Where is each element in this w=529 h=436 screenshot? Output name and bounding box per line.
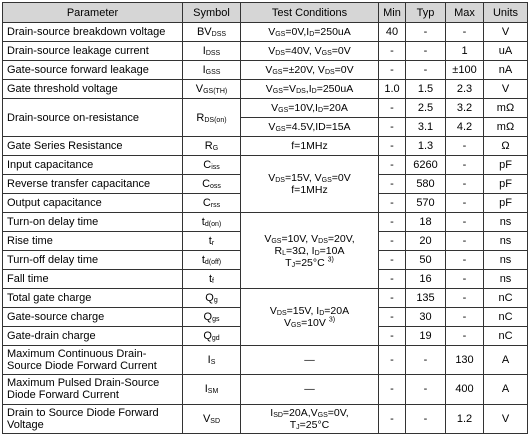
parameter-cell: Input capacitance xyxy=(3,156,183,175)
typ-cell: 19 xyxy=(406,327,446,346)
min-cell: 40 xyxy=(379,23,406,42)
min-cell: - xyxy=(379,137,406,156)
table-row xyxy=(3,99,528,118)
symbol-cell: $BV_{DSS}$ xyxy=(183,23,241,42)
typ-cell: - xyxy=(406,42,446,61)
typ-cell: 20 xyxy=(406,232,446,251)
unit-cell: pF xyxy=(484,194,528,213)
header-max: Max xyxy=(446,3,484,23)
unit-cell: nA xyxy=(484,61,528,80)
parameter-cell: Gate Series Resistance xyxy=(3,137,183,156)
typ-cell: 580 xyxy=(406,175,446,194)
symbol-cell: $Q_{gd}$ xyxy=(183,327,241,346)
max-cell: - xyxy=(446,327,484,346)
min-cell: - xyxy=(379,99,406,118)
condition-cell: $V_{GS}=4.5V,ID=15A$ xyxy=(241,118,379,137)
header-test-conditions: Test Conditions xyxy=(241,3,379,23)
min-cell: - xyxy=(379,327,406,346)
unit-cell: mΩ xyxy=(484,99,528,118)
symbol-cell: $t_r$ xyxy=(183,232,241,251)
max-cell: - xyxy=(446,251,484,270)
symbol-cell: $C_{rss}$ xyxy=(183,194,241,213)
table-row xyxy=(3,156,528,175)
parameter-cell: Rise time xyxy=(3,232,183,251)
unit-cell: ns xyxy=(484,251,528,270)
header-typ: Typ xyxy=(406,3,446,23)
condition-cell: $V_{GS}=\pm 20V$, $V_{DS}=0V$ xyxy=(241,61,379,80)
symbol-cell: $V_{GS(TH)}$ xyxy=(183,80,241,99)
condition-cell: — xyxy=(241,375,379,404)
parameter-cell: Maximum Pulsed Drain-Source Diode Forward Current xyxy=(3,375,183,404)
min-cell: - xyxy=(379,346,406,375)
symbol-cell: $Q_g$ xyxy=(183,289,241,308)
max-cell: - xyxy=(446,308,484,327)
typ-cell: 30 xyxy=(406,308,446,327)
condition-cell: f=1MHz xyxy=(241,137,379,156)
parameter-cell: Turn-on delay time xyxy=(3,213,183,232)
unit-cell: ns xyxy=(484,232,528,251)
min-cell: - xyxy=(379,375,406,404)
unit-cell: pF xyxy=(484,156,528,175)
max-cell: 4.2 xyxy=(446,118,484,137)
min-cell: - xyxy=(379,404,406,433)
condition-cell-diode-vsd: $I_{SD}=20A,V_{GS}=0V$, $T_J=25^\circ C$ xyxy=(241,404,379,433)
parameter-cell: Gate-source forward leakage xyxy=(3,61,183,80)
header-row xyxy=(3,3,528,23)
max-cell: 3.2 xyxy=(446,99,484,118)
max-cell: 2.3 xyxy=(446,80,484,99)
min-cell: - xyxy=(379,232,406,251)
condition-cell: $V_{DS}=40V$, $V_{GS}=0V$ xyxy=(241,42,379,61)
unit-cell: V xyxy=(484,404,528,433)
symbol-cell: $R_{DS(on)}$ xyxy=(183,99,241,137)
condition-cell: $V_{GS}=0V,I_D=250uA$ xyxy=(241,23,379,42)
typ-cell: 50 xyxy=(406,251,446,270)
table-row xyxy=(3,61,528,80)
unit-cell: nC xyxy=(484,327,528,346)
max-cell: 1.2 xyxy=(446,404,484,433)
header-parameter: Parameter xyxy=(3,3,183,23)
unit-cell: ns xyxy=(484,213,528,232)
max-cell: 1 xyxy=(446,42,484,61)
symbol-cell: $R_G$ xyxy=(183,137,241,156)
condition-cell-capacitance: $V_{DS}=15V$, $V_{GS}=0V$ f=1MHz xyxy=(241,156,379,213)
max-cell: - xyxy=(446,232,484,251)
unit-cell: V xyxy=(484,23,528,42)
max-cell: - xyxy=(446,137,484,156)
unit-cell: pF xyxy=(484,175,528,194)
unit-cell: A xyxy=(484,375,528,404)
unit-cell: A xyxy=(484,346,528,375)
parameter-cell: Total gate charge xyxy=(3,289,183,308)
symbol-cell: $t_{d(off)}$ xyxy=(183,251,241,270)
symbol-cell: $I_S$ xyxy=(183,346,241,375)
parameter-cell: Gate-drain charge xyxy=(3,327,183,346)
min-cell: - xyxy=(379,270,406,289)
parameter-cell: Output capacitance xyxy=(3,194,183,213)
parameter-cell: Drain-source breakdown voltage xyxy=(3,23,183,42)
typ-cell: 18 xyxy=(406,213,446,232)
typ-cell: 135 xyxy=(406,289,446,308)
table-row xyxy=(3,375,528,404)
max-cell: - xyxy=(446,270,484,289)
condition-cell-charge: $V_{DS}=15V$, $I_D=20A$ $V_{GS}=10V$ $^{3)}$ xyxy=(241,289,379,346)
max-cell: 400 xyxy=(446,375,484,404)
symbol-cell: $I_{SM}$ xyxy=(183,375,241,404)
parameter-cell: Drain to Source Diode Forward Voltage xyxy=(3,404,183,433)
max-cell: - xyxy=(446,23,484,42)
condition-cell: $V_{GS}=10V,I_D=20A$ xyxy=(241,99,379,118)
typ-cell: - xyxy=(406,61,446,80)
unit-cell: nC xyxy=(484,308,528,327)
max-cell: - xyxy=(446,213,484,232)
min-cell: - xyxy=(379,251,406,270)
unit-cell: uA xyxy=(484,42,528,61)
typ-cell: - xyxy=(406,346,446,375)
typ-cell: 16 xyxy=(406,270,446,289)
header-min: Min xyxy=(379,3,406,23)
table-row xyxy=(3,23,528,42)
unit-cell: Ω xyxy=(484,137,528,156)
table-row xyxy=(3,404,528,433)
unit-cell: ns xyxy=(484,270,528,289)
symbol-cell: $V_{SD}$ xyxy=(183,404,241,433)
unit-cell: nC xyxy=(484,289,528,308)
typ-cell: - xyxy=(406,404,446,433)
max-cell: - xyxy=(446,289,484,308)
max-cell: ±100 xyxy=(446,61,484,80)
min-cell: - xyxy=(379,213,406,232)
max-cell: - xyxy=(446,194,484,213)
symbol-cell: $t_f$ xyxy=(183,270,241,289)
mosfet-electrical-characteristics-table xyxy=(2,2,528,434)
symbol-cell: $I_{GSS}$ xyxy=(183,61,241,80)
symbol-cell: $I_{DSS}$ xyxy=(183,42,241,61)
table-row xyxy=(3,213,528,232)
condition-cell: $V_{GS}=V_{DS},I_D=250uA$ xyxy=(241,80,379,99)
table-row xyxy=(3,137,528,156)
max-cell: - xyxy=(446,175,484,194)
typ-cell: - xyxy=(406,375,446,404)
min-cell: 1.0 xyxy=(379,80,406,99)
min-cell: - xyxy=(379,42,406,61)
typ-cell: 570 xyxy=(406,194,446,213)
typ-cell: 6260 xyxy=(406,156,446,175)
typ-cell: 1.5 xyxy=(406,80,446,99)
unit-cell: V xyxy=(484,80,528,99)
parameter-cell: Drain-source leakage current xyxy=(3,42,183,61)
typ-cell: 2.5 xyxy=(406,99,446,118)
min-cell: - xyxy=(379,175,406,194)
condition-cell-switching: $V_{GS}=10V$, $V_{DS}=20V$, $R_L=3\Omega$, $I_D=10A$ $T_J=25^\circ C$ $^{3)}$ xyxy=(241,213,379,289)
table-row xyxy=(3,80,528,99)
table-row xyxy=(3,346,528,375)
typ-cell: 1.3 xyxy=(406,137,446,156)
typ-cell: - xyxy=(406,23,446,42)
parameter-cell: Fall time xyxy=(3,270,183,289)
symbol-cell: $C_{oss}$ xyxy=(183,175,241,194)
table-row xyxy=(3,289,528,308)
header-symbol: Symbol xyxy=(183,3,241,23)
parameter-cell: Gate threshold voltage xyxy=(3,80,183,99)
min-cell: - xyxy=(379,118,406,137)
max-cell: - xyxy=(446,156,484,175)
condition-cell: — xyxy=(241,346,379,375)
symbol-cell: $t_{d(on)}$ xyxy=(183,213,241,232)
parameter-cell: Drain-source on-resistance xyxy=(3,99,183,137)
symbol-cell: $C_{iss}$ xyxy=(183,156,241,175)
table-row xyxy=(3,42,528,61)
header-units: Units xyxy=(484,3,528,23)
parameter-cell: Gate-source charge xyxy=(3,308,183,327)
symbol-cell: $Q_{gs}$ xyxy=(183,308,241,327)
unit-cell: mΩ xyxy=(484,118,528,137)
parameter-cell: Turn-off delay time xyxy=(3,251,183,270)
parameter-cell: Reverse transfer capacitance xyxy=(3,175,183,194)
min-cell: - xyxy=(379,289,406,308)
parameter-cell: Maximum Continuous Drain-Source Diode Forward Current xyxy=(3,346,183,375)
min-cell: - xyxy=(379,194,406,213)
min-cell: - xyxy=(379,156,406,175)
min-cell: - xyxy=(379,61,406,80)
min-cell: - xyxy=(379,308,406,327)
max-cell: 130 xyxy=(446,346,484,375)
typ-cell: 3.1 xyxy=(406,118,446,137)
